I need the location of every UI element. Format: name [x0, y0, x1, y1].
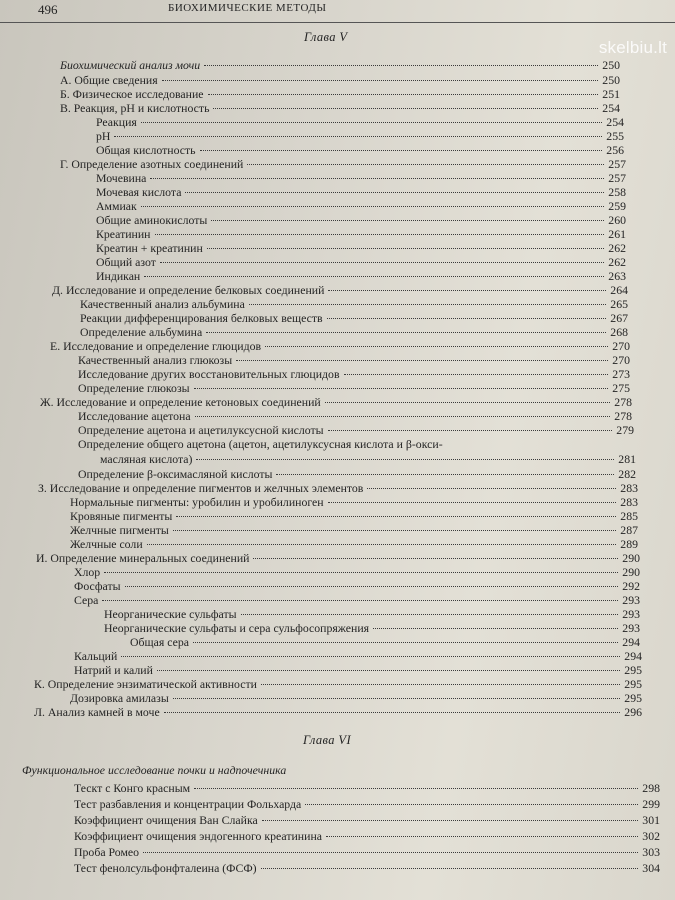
toc-entry-text: Определение β-оксимасляной кислоты [78, 467, 273, 481]
running-head: БИОХИМИЧЕСКИЕ МЕТОДЫ [168, 2, 327, 14]
dot-leader [200, 150, 603, 151]
toc-entry-text: Неорганические сульфаты и сера сульфосопряжения [104, 621, 370, 635]
dot-leader [207, 248, 605, 249]
dot-leader [204, 65, 598, 66]
dot-leader [102, 600, 618, 601]
toc-page-number: 265 [610, 297, 628, 311]
toc-entry-text: Качественный анализ альбумина [80, 297, 245, 311]
toc-entry-text: Исследование ацетона [78, 409, 191, 423]
toc-entry [74, 579, 640, 593]
toc-entry-text: Д. Исследование и определение белковых соединений [52, 283, 325, 297]
toc-entry-text: Желчные пигменты [70, 523, 169, 537]
toc-entry-text: Неорганические сульфаты [104, 607, 237, 621]
toc-page-number: 278 [614, 395, 632, 409]
toc-page-number: 290 [622, 565, 640, 579]
dot-leader [305, 804, 638, 805]
toc-entry [78, 367, 630, 381]
toc-entry-text: Реакция [96, 115, 137, 129]
toc-entry [96, 255, 626, 269]
toc-entry-text: Сера [74, 593, 99, 607]
toc-entry [130, 635, 640, 649]
toc-page-number: 304 [642, 861, 660, 875]
dot-leader [328, 290, 606, 291]
dot-leader [143, 852, 638, 853]
dot-leader [265, 346, 608, 347]
toc-entry-text: К. Определение энзиматической активности [34, 677, 257, 691]
toc-entry [104, 621, 640, 635]
toc-entry [60, 87, 620, 101]
toc-entry-text: Креатинин [96, 227, 151, 241]
toc-page-number: 293 [622, 593, 640, 607]
toc-entry [80, 311, 628, 325]
toc-entry-text: Общий азот [96, 255, 156, 269]
dot-leader [114, 136, 602, 137]
toc-entry-text: Определение общего ацетона (ацетон, ацетилуксусная кислота и β-окси- [78, 437, 443, 451]
dot-leader [276, 474, 614, 475]
toc-entry [74, 797, 660, 811]
dot-leader [196, 459, 614, 460]
dot-leader [157, 670, 620, 671]
dot-leader [164, 712, 621, 713]
toc-page-number: 285 [620, 509, 638, 523]
toc-entry [80, 297, 628, 311]
toc-entry-text: Ж. Исследование и определение кетоновых соединений [40, 395, 321, 409]
toc-entry-text: Функциональное исследование почки и надпочечника [22, 763, 287, 777]
toc-entry-text: Определение глюкозы [78, 381, 190, 395]
toc-entry [74, 781, 660, 795]
toc-entry [78, 353, 630, 367]
dot-leader [236, 360, 608, 361]
toc-entry-text: Качественный анализ глюкозы [78, 353, 233, 367]
toc-entry-text: Л. Анализ камней в моче [34, 705, 160, 719]
toc-entry [70, 509, 638, 523]
toc-entry-text: В. Реакция, рН и кислотность [60, 101, 210, 115]
toc-entry-text: Общая сера [130, 635, 189, 649]
toc-entry-text: Б. Физическое исследование [60, 87, 204, 101]
dot-leader [247, 164, 604, 165]
dot-leader [327, 318, 607, 319]
toc-entry [60, 101, 620, 115]
toc-page-number: 251 [602, 87, 620, 101]
toc-page-number: 289 [620, 537, 638, 551]
toc-entry [52, 283, 628, 297]
toc-entry-text: З. Исследование и определение пигментов и желчных элементов [38, 481, 364, 495]
toc-page-number: 295 [624, 663, 642, 677]
toc-page-number: 283 [620, 495, 638, 509]
toc-page-number: 264 [610, 283, 628, 297]
toc-page-number: 262 [608, 241, 626, 255]
dot-leader [328, 502, 617, 503]
toc-entry [60, 58, 620, 72]
dot-leader [162, 80, 599, 81]
dot-leader [249, 304, 606, 305]
toc-entry-text: Коэффициент очищения Ван Слайка [74, 813, 258, 827]
toc-page-number: 292 [622, 579, 640, 593]
dot-leader [104, 572, 618, 573]
toc-page-number: 293 [622, 607, 640, 621]
toc-entry [74, 845, 660, 859]
dot-leader [213, 108, 598, 109]
toc-page-number: 279 [616, 423, 634, 437]
toc-entry-text: Мочевая кислота [96, 185, 182, 199]
toc-entry-text: И. Определение минеральных соединений [36, 551, 250, 565]
toc-page-number: 301 [642, 813, 660, 827]
dot-leader [325, 402, 611, 403]
dot-leader [373, 628, 618, 629]
toc-entry-text: Биохимический анализ мочи [60, 58, 201, 72]
toc-entry [78, 381, 630, 395]
toc-entry [96, 269, 626, 283]
toc-entry-text: Проба Ромео [74, 845, 140, 859]
toc-page-number: 295 [624, 677, 642, 691]
toc-entry-text: Натрий и калий [74, 663, 153, 677]
toc-page-number: 273 [612, 367, 630, 381]
toc-entry-text: Г. Определение азотных соединений [60, 157, 244, 171]
dot-leader [144, 276, 604, 277]
dot-leader [261, 684, 620, 685]
toc-page-number: 282 [618, 467, 636, 481]
toc-page-number: 299 [642, 797, 660, 811]
chapter-title: Глава V [304, 30, 348, 44]
toc-entry [74, 813, 660, 827]
dot-leader [147, 544, 617, 545]
toc-page-number: 290 [622, 551, 640, 565]
toc-entry-text: Е. Исследование и определение глюцидов [50, 339, 262, 353]
toc-entry-text: Фосфаты [74, 579, 121, 593]
dot-leader [150, 178, 604, 179]
running-header [0, 0, 675, 23]
toc-entry [70, 537, 638, 551]
toc-entry-text: Тест разбавления и концентрации Фольхарда [74, 797, 302, 811]
toc-entry-text: Аммиак [96, 199, 137, 213]
dot-leader [241, 614, 619, 615]
toc-entry [70, 495, 638, 509]
toc-entry [100, 452, 636, 466]
toc-entry [74, 565, 640, 579]
toc-page-number: 278 [614, 409, 632, 423]
toc-entry-text: Дозировка амилазы [70, 691, 169, 705]
toc-entry [96, 115, 624, 129]
toc-entry [60, 73, 620, 87]
toc-entry-text: pH [96, 129, 111, 143]
toc-entry [96, 185, 626, 199]
toc-entry [74, 593, 640, 607]
dot-leader [211, 220, 604, 221]
toc-page-number: 302 [642, 829, 660, 843]
toc-entry [78, 423, 634, 437]
toc-entry-text: масляная кислота) [100, 452, 193, 466]
toc-page-number: 259 [608, 199, 626, 213]
toc-page-number: 262 [608, 255, 626, 269]
dot-leader [344, 374, 609, 375]
dot-leader [121, 656, 620, 657]
toc-entry [40, 395, 632, 409]
toc-page-number: 298 [642, 781, 660, 795]
toc-entry-text: Нормальные пигменты: уробилин и уробилиноген [70, 495, 324, 509]
toc-page-number: 270 [612, 339, 630, 353]
toc-page-number: 261 [608, 227, 626, 241]
toc-entry-text: Желчные соли [70, 537, 143, 551]
toc-page-number: 287 [620, 523, 638, 537]
toc-page-number: 254 [606, 115, 624, 129]
dot-leader [262, 820, 639, 821]
dot-leader [194, 388, 609, 389]
toc-entry [36, 551, 640, 565]
toc-entry-text: Определение альбумина [80, 325, 203, 339]
toc-page-number: 256 [606, 143, 624, 157]
toc-entry-text: Хлор [74, 565, 101, 579]
toc-page-number: 263 [608, 269, 626, 283]
watermark-logo: skelbiu.lt [598, 38, 667, 57]
toc-entry-text: Тескт с Конго красным [74, 781, 191, 795]
toc-entry-text: Исследование других восстановительных глюцидов [78, 367, 340, 381]
toc-entry-text: Креатин + креатинин [96, 241, 203, 255]
toc-page-number: 275 [612, 381, 630, 395]
toc-entry [38, 481, 638, 495]
toc-page-number: 260 [608, 213, 626, 227]
toc-entry-text: Реакции дифференцирования белковых веществ [80, 311, 323, 325]
toc-entry [70, 523, 638, 537]
toc-page-number: 255 [606, 129, 624, 143]
dot-leader [173, 698, 621, 699]
toc-page-number: 258 [608, 185, 626, 199]
toc-entry-text: Общие аминокислоты [96, 213, 208, 227]
toc-entry [96, 171, 626, 185]
toc-entry [74, 663, 642, 677]
toc-entry-text: А. Общие сведения [60, 73, 158, 87]
toc-page-number: 270 [612, 353, 630, 367]
toc-page-number: 257 [608, 171, 626, 185]
dot-leader [176, 516, 616, 517]
dot-leader [194, 788, 638, 789]
dot-leader [160, 262, 604, 263]
toc-entry-text: Кальций [74, 649, 118, 663]
dot-leader [125, 586, 619, 587]
toc-entry [96, 199, 626, 213]
toc-entry [70, 691, 642, 705]
toc-entry [60, 157, 626, 171]
toc-entry [96, 129, 624, 143]
toc-page-number: 295 [624, 691, 642, 705]
toc-page-number: 250 [602, 73, 620, 87]
chapter-title: Глава VI [303, 733, 352, 747]
toc-page-number: 294 [622, 635, 640, 649]
toc-entry-text: Общая кислотность [96, 143, 196, 157]
toc-entry [80, 325, 628, 339]
dot-leader [155, 234, 605, 235]
toc-page-number: 250 [602, 58, 620, 72]
toc-entry-text: Кровяные пигменты [70, 509, 173, 523]
dot-leader [261, 868, 639, 869]
dot-leader [195, 416, 611, 417]
toc-entry-text: Мочевина [96, 171, 147, 185]
toc-entry-text: Тест фенолсульфонфталеина (ФСФ) [74, 861, 257, 875]
toc-entry [96, 241, 626, 255]
toc-entry [96, 143, 624, 157]
dot-leader [367, 488, 616, 489]
toc-page-number: 281 [618, 452, 636, 466]
dot-leader [253, 558, 618, 559]
toc-page-number: 293 [622, 621, 640, 635]
dot-leader [208, 94, 599, 95]
toc-entry-text: Коэффициент очищения эндогенного креатинина [74, 829, 322, 843]
page-number: 496 [38, 2, 58, 17]
toc-entry [34, 705, 642, 719]
toc-page-number: 254 [602, 101, 620, 115]
toc-entry [74, 829, 660, 843]
toc-page-number: 296 [624, 705, 642, 719]
dot-leader [141, 206, 605, 207]
toc-entry [34, 677, 642, 691]
toc-entry [96, 227, 626, 241]
dot-leader [173, 530, 616, 531]
toc-page-number: 257 [608, 157, 626, 171]
toc-entry [96, 213, 626, 227]
toc-entry [50, 339, 630, 353]
dot-leader [326, 836, 638, 837]
dot-leader [141, 122, 602, 123]
toc-entry-text: Индикан [96, 269, 141, 283]
dot-leader [206, 332, 606, 333]
toc-page-number: 268 [610, 325, 628, 339]
toc-page-number: 283 [620, 481, 638, 495]
toc-page-number: 303 [642, 845, 660, 859]
dot-leader [193, 642, 618, 643]
toc-entry-text: Определение ацетона и ацетилуксусной кислоты [78, 423, 324, 437]
toc-entry [78, 409, 632, 423]
dot-leader [328, 430, 613, 431]
dot-leader [185, 192, 604, 193]
toc-entry [104, 607, 640, 621]
toc-page-number: 267 [610, 311, 628, 325]
toc-page-number: 294 [624, 649, 642, 663]
toc-entry [74, 861, 660, 875]
toc-entry [74, 649, 642, 663]
toc-entry [78, 467, 636, 481]
toc-entry [22, 763, 660, 777]
